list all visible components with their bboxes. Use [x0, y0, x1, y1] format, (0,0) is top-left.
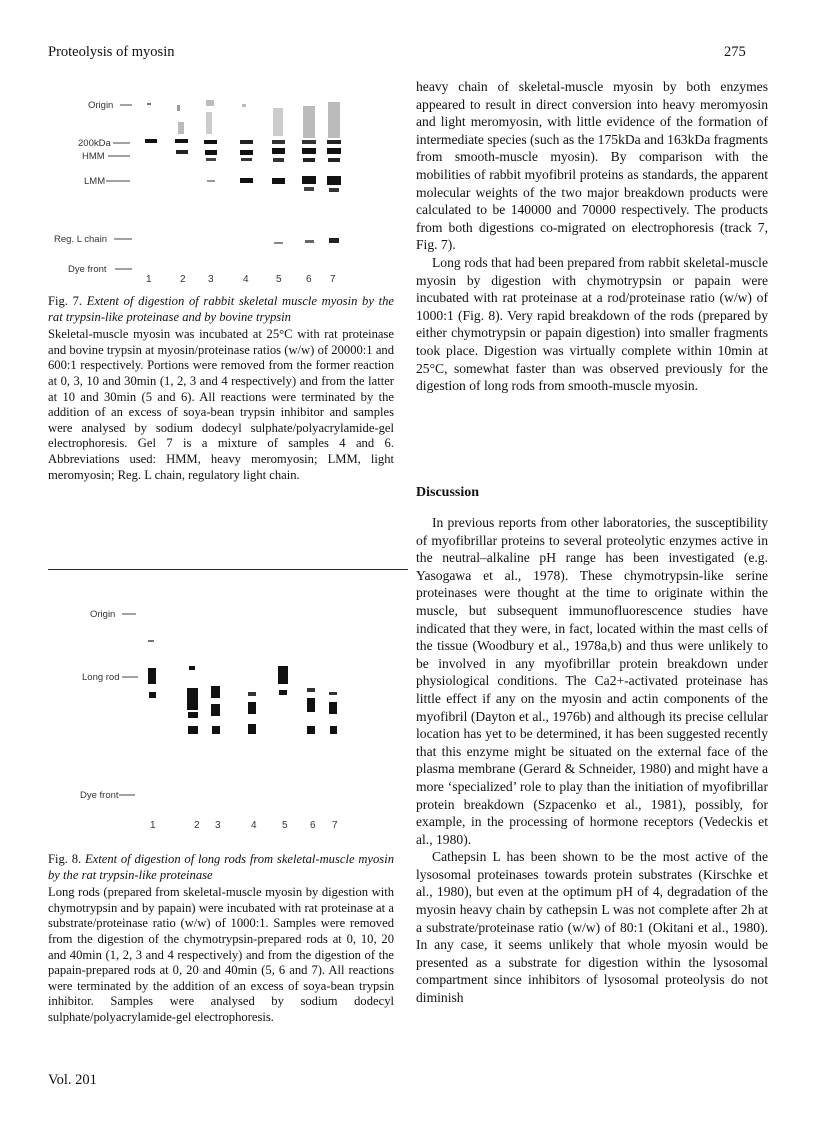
figure-separator-rule: [48, 569, 408, 570]
figure-7-title-text: Extent of digestion of rabbit skeletal muscle myosin by the rat trypsin-like proteinase and by bovine trypsin: [48, 294, 394, 324]
gel7-label-200kda: 200kDa: [78, 138, 111, 149]
figure-7-caption-title: [48, 294, 394, 325]
running-title: Proteolysis of myosin: [48, 44, 175, 60]
gel7-lane-number: 4: [243, 274, 249, 284]
right-column-text: [416, 78, 768, 395]
gel7-lane-number: 6: [306, 274, 312, 284]
figure-8-gel: [48, 600, 394, 844]
figure-7-caption-body: Skeletal-muscle myosin was incubated at 25°C with rat proteinase and bovine trypsin at myosin/proteinase ratios (w/w) of 20000:1 and 600:1 respectively. Portions were removed from the former reaction at 0, 3, 10 and 30min (1, 2, 3 and 4 respectively) and from the latter at 10 and 30min (5 and 6). All reactions were terminated by the addition of an excess of soya-bean trypsin inhibitor and samples were analysed by sodium dodecyl sulphate/polyacrylamide-gel electrophoresis. Gel 7 is a mixture of samples 4 and 6. Abbreviations used: HMM, heavy meromyosin; LMM, light meromyosin; Reg. L chain, regulatory light chain.: [48, 327, 394, 482]
gel8-lane-3: [211, 686, 220, 734]
paragraph-discussion-2: Cathepsin L has been shown to be the most active of the lysosomal proteinases towards protein substrates (Kirschke et al., 1980), but even at the optimum pH of 4, degradation of the myosin heavy chain by cathepsin L was not complete after 2h at a substrate/proteinase ratio (w/w) of 80:1 (Okitani et al., 1980). In any case, it seems unlikely that whole myosin would be presented as a substrate for digestion within the lysosomal compartment since inhibitors of lysosomal proteolysis do not diminish: [416, 849, 768, 1006]
gel7-lane-number: 2: [180, 274, 186, 284]
gel8-lane-5: [278, 666, 288, 695]
section-heading-discussion: Discussion: [416, 485, 480, 500]
figure-7-caption: [48, 294, 394, 483]
paragraph-discussion-1: In previous reports from other laboratories, the susceptibility of myofibrillar proteins to several proteolytic enzymes active in the neutral–alkaline pH range has been investigated (e.g. Yasogawa et al., 1978). These chymotrypsin-like serine proteinases were thought at the time to originate within the muscle, but subsequent immunofluorescence studies have indicated that they were, in fact, located within the mast cells of the tissue (Woodbury et al., 1978a,b) and thus were unlikely to be involved in any myofibrillar protein breakdown under physiological conditions. The Ca2+-activated proteinase has little effect if any on the myosin and actin components of the myofibril (Dayton et al., 1976b) and although its precise cellular location has yet to be determined, it has been suggested recently that this enzyme might be situated on the external face of the plasma membrane (Gerard & Schneider, 1980) and might have a more ‘specialized’ role to play than the initiation of myofibrillar protein breakdown (Szpacenko et al., 1981), possibly, for example, in the processing of hormone receptors (Vedeckis et al., 1980).: [416, 515, 768, 847]
volume-footer: Vol. 201: [48, 1072, 97, 1088]
gel8-lane-number: 7: [332, 820, 338, 831]
gel8-lane-2: [187, 666, 198, 734]
gel7-label-lmm: LMM: [84, 176, 106, 187]
gel8-lane-1: [148, 640, 156, 698]
gel8-label-dye-front: Dye front: [80, 790, 119, 801]
gel7-label-origin: Origin: [88, 100, 114, 111]
gel8-lane-4: [248, 692, 256, 734]
gel8-lane-6: [307, 688, 315, 734]
gel8-lane-number: 5: [282, 820, 288, 831]
gel8-lane-7: [329, 692, 337, 734]
figure-8-title-text: Extent of digestion of long rods from skeletal-muscle myosin by the rat trypsin-like proteinase: [48, 852, 394, 882]
gel7-lane-number: 7: [330, 274, 336, 284]
gel8-lane-number: 3: [215, 820, 221, 831]
gel8-lane-number: 1: [150, 820, 156, 831]
gel7-lane-number: 5: [276, 274, 282, 284]
paragraph-continuation: heavy chain of skeletal-muscle myosin by both enzymes appeared to result in direct conversion into heavy meromyosin and light meromyosin, with little evidence of the formation of intermediate species (such as the 175kDa and 163kDa fragments from smooth-muscle myosin). By comparison with the mobilities of rabbit myofibril proteins as standards, the apparent molecular weights of the two major breakdown products were calculated to be 140000 and 70000 respectively. The products from both digestions co-migrated on electrophoresis (track 7, Fig. 7).: [416, 79, 768, 253]
figure-7-label: Fig. 7.: [48, 294, 83, 308]
gel8-lane-number: 6: [310, 820, 316, 831]
gel7-lane-number: 3: [208, 274, 214, 284]
gel8-lane-number: 2: [194, 820, 200, 831]
discussion-text: [416, 514, 768, 1007]
gel7-lane-number: 1: [146, 274, 152, 284]
gel7-label-dye-front: Dye front: [68, 264, 107, 275]
figure-8-caption: [48, 852, 394, 1026]
gel7-label-hmm: HMM: [82, 151, 105, 162]
gel8-lane-number: 4: [251, 820, 257, 831]
figure-8-caption-title: [48, 852, 394, 883]
figure-7-gel: [48, 92, 394, 284]
gel8-label-long-rod: Long rod: [82, 672, 120, 683]
gel8-label-origin: Origin: [90, 609, 116, 620]
paragraph-long-rods: Long rods that had been prepared from rabbit skeletal-muscle myosin by digestion with chymotrypsin or papain were incubated with rat proteinase at a rod/proteinase ratio (w/w) of 1000:1 (Fig. 8). Very rapid breakdown of the rods (prepared by either chymotrypsin or papain digestion) into smaller fragments took place. Digestion was virtually complete within 10min at 25°C, somewhat faster than was observed previously for the digestion of long rods from smooth-muscle myosin.: [416, 254, 768, 394]
figure-8-caption-body: Long rods (prepared from skeletal-muscle myosin by digestion with chymotrypsin and by papain) were incubated with rat proteinase at a substrate/proteinase ratio (w/w) of 1000:1. Samples were removed from the digestion of the chymotrypsin-prepared rods at 0, 10, 20 and 40min (1, 2, 3 and 4 respectively) and from the digestion of the papain-prepared rods at 0, 20 and 40min (5, 6 and 7). All reactions were terminated by the addition of an excess of soya-bean trypsin inhibitor. Samples were analysed by sodium dodecyl sulphate/polyacrylamide-gel electrophoresis.: [48, 885, 394, 1024]
page-number: 275: [724, 44, 746, 60]
gel7-label-reg-l-chain: Reg. L chain: [54, 234, 107, 245]
figure-8-label: Fig. 8.: [48, 852, 82, 866]
